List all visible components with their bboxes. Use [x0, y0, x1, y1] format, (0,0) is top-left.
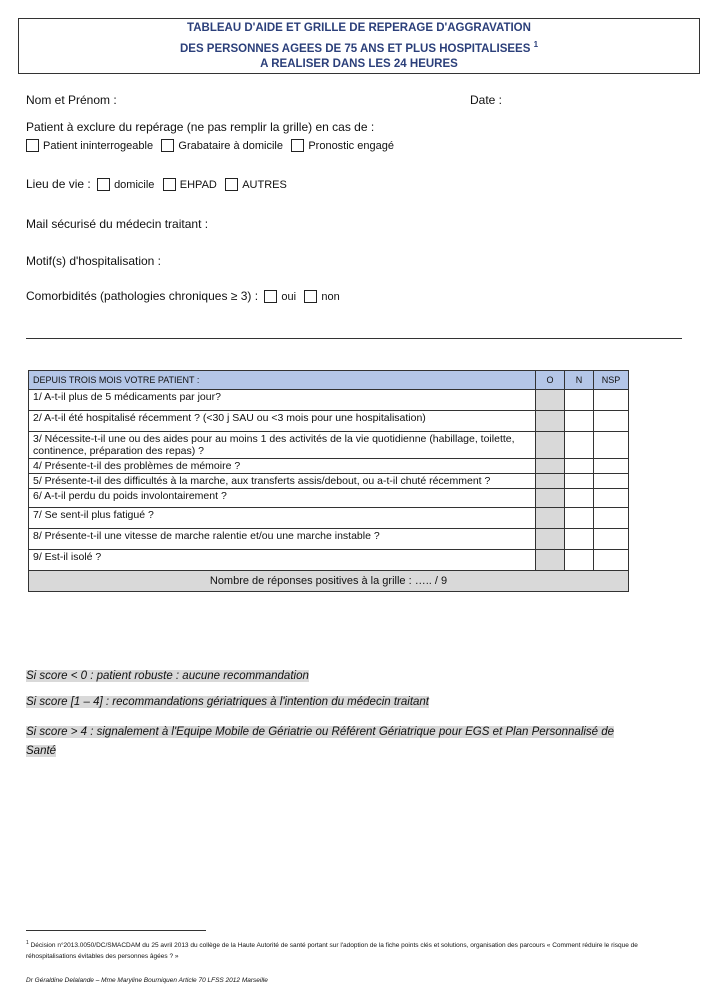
title-line-2-text: DES PERSONNES AGEES DE 75 ANS ET PLUS HOSPITALISEES	[179, 42, 531, 55]
answer-o[interactable]	[536, 459, 565, 474]
question: 5/ Présente-t-il des difficultés à la marche, aux transferts assis/debout, ou a-t-il chuté récemment ?	[29, 474, 536, 489]
date-label: Date :	[470, 93, 503, 107]
lieu-label: Lieu de vie :	[26, 177, 91, 191]
checkbox-non[interactable]	[304, 290, 317, 303]
option-label: AUTRES	[242, 179, 287, 191]
motif-label: Motif(s) d'hospitalisation :	[26, 254, 162, 268]
divider	[26, 338, 682, 339]
answer-nsp[interactable]	[594, 411, 629, 432]
question: 8/ Présente-t-il une vitesse de marche ralentie et/ou une marche instable ?	[29, 529, 536, 550]
name-label: Nom et Prénom :	[26, 93, 117, 107]
total-row: Nombre de réponses positives à la grille : ….. / 9	[29, 571, 629, 592]
checkbox-domicile[interactable]	[97, 178, 110, 191]
answer-o[interactable]	[536, 474, 565, 489]
answer-n[interactable]	[565, 489, 594, 508]
question: 7/ Se sent-il plus fatigué ?	[29, 508, 536, 529]
checkbox-pronostic[interactable]	[291, 139, 304, 152]
score-text: Si score [1 – 4] : recommandations gériatriques à l'intention du médecin traitant	[26, 696, 429, 708]
option-label: domicile	[114, 179, 155, 191]
col-n: N	[565, 371, 594, 390]
footnote-ref: 1	[533, 39, 539, 49]
answer-nsp[interactable]	[594, 474, 629, 489]
answer-nsp[interactable]	[594, 489, 629, 508]
answer-o[interactable]	[536, 508, 565, 529]
mail-label: Mail sécurisé du médecin traitant :	[26, 217, 209, 231]
option-label: Grabataire à domicile	[178, 140, 283, 152]
score-text: Si score < 0 : patient robuste : aucune recommandation	[26, 670, 309, 682]
answer-n[interactable]	[565, 432, 594, 459]
answer-o[interactable]	[536, 432, 565, 459]
checkbox-ehpad[interactable]	[163, 178, 176, 191]
checkbox-grabataire[interactable]	[161, 139, 174, 152]
checkbox-oui[interactable]	[264, 290, 277, 303]
author-credit: Dr Géraldine Delalande – Mme Maryline Bourniquen Article 70 LFSS 2012 Marseille	[26, 977, 268, 984]
answer-n[interactable]	[565, 411, 594, 432]
answer-nsp[interactable]	[594, 529, 629, 550]
answer-o[interactable]	[536, 529, 565, 550]
score-line-2	[26, 696, 429, 708]
question: 3/ Nécessite-t-il une ou des aides pour au moins 1 des activités de la vie quotidienne (habillage, toilette, continence, préparation des repas) ?	[29, 432, 536, 459]
col-nsp: NSP	[594, 371, 629, 390]
answer-nsp[interactable]	[594, 508, 629, 529]
answer-o[interactable]	[536, 489, 565, 508]
checkbox-autres[interactable]	[225, 178, 238, 191]
exclusion-options	[23, 138, 396, 152]
option-label: oui	[281, 291, 297, 303]
answer-nsp[interactable]	[594, 390, 629, 411]
option-label: Pronostic engagé	[308, 140, 394, 152]
answer-nsp[interactable]	[594, 550, 629, 571]
title-line-2	[19, 37, 699, 57]
option-label: EHPAD	[179, 179, 217, 191]
option-label: Patient ininterrogeable	[43, 140, 154, 152]
answer-nsp[interactable]	[594, 459, 629, 474]
question: 6/ A-t-il perdu du poids involontairement ?	[29, 489, 536, 508]
footnote-rule	[26, 930, 206, 931]
answer-o[interactable]	[536, 390, 565, 411]
footnote-text: Décision n°2013.0050/DC/SMACDAM du 25 avril 2013 du collège de la Haute Autorité de santé portant sur l'adoption de la fiche points clés et solutions, organisation des parcours « Comment réduire le risque de réhospitalisations évitables des personnes âgées ? »	[26, 942, 638, 961]
footnote-number: 1	[26, 940, 29, 946]
lieu-row	[26, 177, 289, 191]
answer-n[interactable]	[565, 550, 594, 571]
comorb-row	[26, 289, 342, 303]
checkbox-ininterrogeable[interactable]	[26, 139, 39, 152]
title-box	[18, 18, 700, 74]
question: 2/ A-t-il été hospitalisé récemment ? (<30 j SAU ou <3 mois pour une hospitalisation)	[29, 411, 536, 432]
option-label: non	[321, 291, 340, 303]
score-text: Si score > 4 : signalement à l'Equipe Mobile de Gériatrie ou Référent Gériatrique pour EGS et Plan Personnalisé de Santé	[26, 726, 615, 757]
score-line-3	[26, 723, 646, 761]
question: 9/ Est-il isolé ?	[29, 550, 536, 571]
answer-o[interactable]	[536, 411, 565, 432]
col-o: O	[536, 371, 565, 390]
grid-header: DEPUIS TROIS MOIS VOTRE PATIENT :	[29, 371, 536, 390]
answer-o[interactable]	[536, 550, 565, 571]
answer-n[interactable]	[565, 459, 594, 474]
answer-n[interactable]	[565, 508, 594, 529]
question: 4/ Présente-t-il des problèmes de mémoire ?	[29, 459, 536, 474]
title-line-3: A REALISER DANS LES 24 HEURES	[260, 57, 458, 70]
exclusion-label: Patient à exclure du repérage (ne pas remplir la grille) en cas de :	[26, 120, 375, 134]
score-line-1	[26, 670, 309, 682]
comorb-label: Comorbidités (pathologies chroniques ≥ 3) :	[26, 289, 259, 303]
answer-n[interactable]	[565, 474, 594, 489]
question: 1/ A-t-il plus de 5 médicaments par jour?	[29, 390, 536, 411]
answer-nsp[interactable]	[594, 432, 629, 459]
answer-n[interactable]	[565, 529, 594, 550]
screening-grid	[28, 370, 629, 592]
answer-n[interactable]	[565, 390, 594, 411]
title-line-1: TABLEAU D'AIDE ET GRILLE DE REPERAGE D'AGGRAVATION	[187, 22, 531, 34]
footnote	[26, 938, 686, 962]
